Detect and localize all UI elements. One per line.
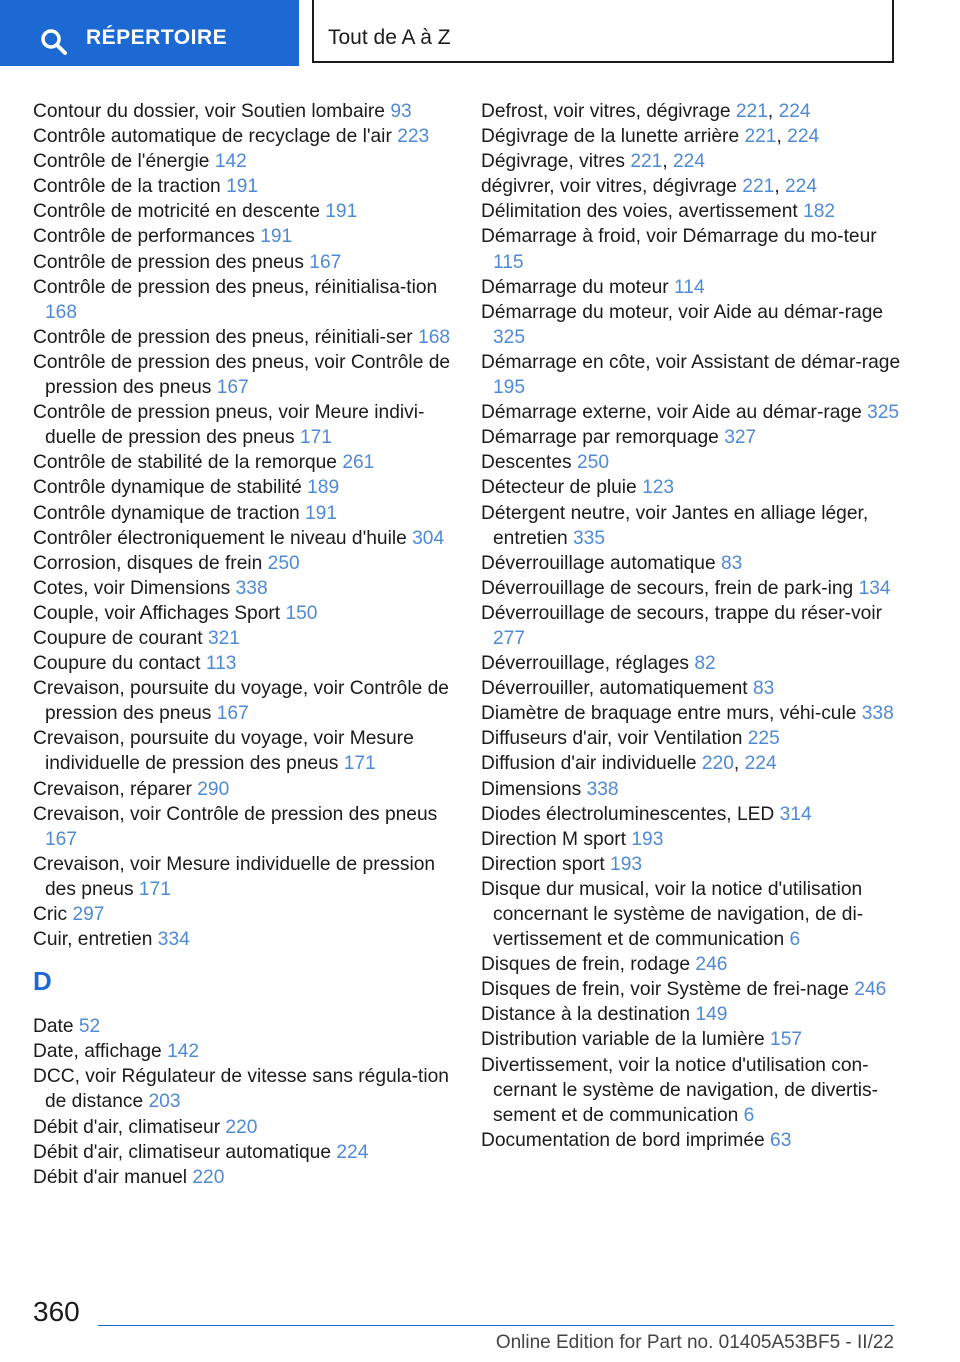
page-separator: , [774,176,780,198]
page-link[interactable]: 221 [735,101,768,122]
page-link[interactable]: 225 [747,728,780,750]
page-link[interactable]: 221 [744,126,777,148]
index-entry [481,425,901,450]
page-link[interactable]: 246 [695,954,728,976]
index-entry [33,1165,463,1190]
index-entry [481,676,901,701]
page-link[interactable]: 314 [779,803,812,825]
page-link[interactable]: 224 [744,753,777,775]
page-link[interactable]: 220 [192,1166,225,1188]
page-link[interactable]: 290 [197,778,230,800]
index-entry [481,601,901,651]
index-entry [481,501,901,551]
index-entry [33,199,463,224]
index-entry [481,651,901,676]
index-list-d [33,1014,463,1190]
index-entry [33,526,463,551]
section-title-box [312,0,894,63]
search-icon [40,28,68,56]
page-link[interactable]: 167 [309,251,342,273]
index-entry [481,726,901,751]
index-entry [33,551,463,576]
page-link[interactable]: 63 [770,1129,792,1151]
index-column-right [481,99,901,1153]
index-entry [33,601,463,626]
page-link[interactable]: 6 [743,1104,755,1126]
page-link[interactable]: 171 [343,753,376,775]
page-link[interactable]: 191 [260,226,293,248]
index-entry [33,124,463,149]
page-link[interactable]: 52 [78,1016,101,1038]
page-link[interactable]: 191 [305,502,338,524]
page-separator: , [662,151,668,173]
page-link[interactable]: 83 [752,678,775,700]
index-entry [481,952,901,977]
index-entry-text: Disque dur musical, voir la notice d'utilisation concernant le système de navigation, de di-vertissement et de communication [481,878,864,951]
index-entry-text: Démarrage par remorquage [481,427,719,449]
page-link[interactable]: 325 [493,326,526,348]
index-entry-text: Dégivrage de la lunette arrière [481,126,740,148]
page-link[interactable]: 334 [157,929,190,951]
index-entry [481,576,901,601]
index-entry-text: Divertissement, voir la notice d'utilisation con-cernant le système de navigation, de divertis-sement et de communication [481,1054,879,1126]
footer-divider [98,1325,894,1326]
index-entry-text: Contrôle de performances [33,226,255,248]
index-entry-text: Dégivrage, vitres [481,151,625,173]
index-entry-text: Coupure de courant [33,627,203,649]
index-entry [481,701,901,726]
index-entry [481,551,901,576]
index-entry [33,1115,463,1140]
index-entry [481,300,901,350]
index-entry [33,576,463,601]
index-entry [33,852,463,902]
index-entry [33,224,463,249]
index-entry [481,751,901,776]
page-number: 360 [33,1296,80,1327]
index-entry-text: Démarrage à froid, voir Démarrage du mo-teur [481,226,877,248]
index-entry [33,501,463,526]
page-link[interactable]: 167 [216,703,249,725]
index-entry-text: Dimensions [481,778,582,800]
page-link[interactable]: 221 [630,151,663,173]
index-entry [481,475,901,500]
page-link[interactable]: 338 [235,577,268,599]
index-entry [33,1039,463,1064]
index-entry [481,149,901,174]
section-letter-d: D [33,966,52,997]
index-entry-text: Contrôle de pression des pneus [33,251,304,273]
index-entry-text: Déverrouillage de secours, trappe du réser-voir [481,602,882,624]
index-entry-text: Démarrage en côte, voir Assistant de démar-rage [481,351,901,373]
index-entry-text: Contrôler électroniquement le niveau d'huile [33,527,407,549]
index-entry [33,400,463,450]
index-entry-text: Contrôle de motricité en descente [33,201,320,223]
page-link[interactable]: 168 [418,326,451,348]
page-link[interactable]: 195 [493,377,526,399]
page-separator: , [733,753,740,775]
index-entry [481,802,901,827]
index-entry [33,1064,463,1114]
page-link[interactable]: 327 [724,427,757,449]
index-entry [33,927,463,952]
page-link[interactable]: 123 [642,477,675,499]
index-entry-text: Déverrouiller, automatiquement [481,678,748,700]
page-link[interactable]: 338 [586,778,619,800]
page-link[interactable]: 261 [342,452,375,474]
index-entry-text: Cric [33,904,68,925]
index-entry-text: Coupure du contact [33,653,201,675]
page-link[interactable]: 191 [325,201,358,223]
index-entry-text: Documentation de bord imprimée [481,1129,765,1151]
index-entry [33,99,463,124]
page-link[interactable]: 168 [45,301,78,323]
index-entry [481,224,901,274]
index-entry [33,250,463,275]
index-entry [481,1128,901,1153]
index-list-c [33,99,463,952]
page-link[interactable]: 193 [631,828,664,850]
page-link[interactable]: 134 [858,577,891,599]
index-entry-text: Couple, voir Affichages Sport [33,602,281,624]
index-search-button[interactable] [0,0,299,66]
page-separator: , [767,101,774,122]
index-entry-text: Délimitation des voies, avertissement [481,201,798,223]
index-entry-text: Cotes, voir Dimensions [33,577,231,599]
page-link[interactable]: 82 [694,653,716,675]
index-entry-text: Diffusion d'air individuelle [481,753,697,775]
page-link[interactable]: 193 [610,853,643,875]
page-link[interactable]: 171 [299,427,332,449]
page-link[interactable]: 149 [695,1004,728,1026]
page-link[interactable]: 203 [148,1091,181,1113]
index-entry-text: Diodes électroluminescentes, LED [481,803,775,825]
index-entry-text: Déverrouillage automatique [481,552,716,574]
page-link[interactable]: 115 [493,251,524,273]
page-link[interactable]: 93 [390,101,412,122]
page-link[interactable]: 250 [577,452,610,474]
page-link[interactable]: 221 [742,176,775,198]
index-entry [33,676,463,726]
header-bar [0,0,960,66]
index-entry [33,777,463,802]
index-entry-text: Débit d'air, climatiseur [33,1116,221,1138]
index-entry [481,1002,901,1027]
index-entry [33,350,463,400]
index-entry-text: Defrost, voir vitres, dégivrage [481,101,731,122]
page-link[interactable]: 338 [861,703,894,725]
page-separator: , [776,126,782,148]
index-entry [33,1140,463,1165]
page-link[interactable]: 167 [45,828,78,850]
index-entry [481,1053,901,1128]
page-link[interactable]: 325 [867,402,900,424]
index-entry-text: Déverrouillage, réglages [481,653,689,675]
index-entry-text: dégivrer, voir vitres, dégivrage [481,176,737,198]
page-link[interactable]: 191 [226,176,259,198]
index-entry [33,174,463,199]
index-entry-text: Diamètre de braquage entre murs, véhi-cule [481,703,857,725]
index-entry-text: Démarrage externe, voir Aide au démar-rage [481,402,862,424]
page-link[interactable]: 223 [397,126,430,148]
index-entry-text: Contrôle automatique de recyclage de l'air [33,126,392,148]
page-link[interactable]: 150 [285,602,318,624]
index-entry-text: Diffuseurs d'air, voir Ventilation [481,728,743,750]
index-entry [33,626,463,651]
page-link[interactable]: 83 [721,552,743,574]
page-link[interactable]: 277 [493,627,526,649]
index-entry [481,350,901,400]
page-link[interactable]: 250 [267,552,300,574]
index-entry [481,124,901,149]
index-entry [33,325,463,350]
index-entry-text: Détecteur de pluie [481,477,637,499]
index-entry-text: Crevaison, voir Mesure individuelle de pression des pneus [33,853,436,900]
index-entry [33,802,463,852]
page-link[interactable]: 246 [854,979,887,1001]
index-entry-text: DCC, voir Régulateur de vitesse sans régula-tion de distance [33,1066,449,1113]
index-entry-text: Disques de frein, voir Système de frei-nage [481,979,849,1001]
page-link[interactable]: 224 [787,126,820,148]
index-entry-text: Débit d'air, climatiseur automatique [33,1141,332,1163]
index-entry-text: Contrôle de pression des pneus, réinitiali-ser [33,326,413,348]
index-entry-text: Date, affichage [33,1041,162,1063]
index-entry-text: Déverrouillage de secours, frein de park-ing [481,577,854,599]
index-entry [33,1014,463,1039]
page-link[interactable]: 182 [803,201,836,223]
page-link[interactable]: 6 [789,929,801,951]
index-entry-text: Crevaison, voir Contrôle de pression des pneus [33,803,438,825]
index-entry [481,275,901,300]
page-link[interactable]: 220 [701,753,734,775]
index-entry-text: Contrôle de pression des pneus, réinitialisa-tion [33,276,438,298]
index-entry-text: Contrôle dynamique de stabilité [33,477,302,499]
footer-edition-text: Online Edition for Part no. 01405A53BF5 - II/22 [495,1332,894,1353]
page-link[interactable]: 142 [214,151,247,173]
index-entry [481,877,901,952]
index-entry [33,149,463,174]
index-entry-text: Distance à la destination [481,1004,691,1026]
index-entry [33,275,463,325]
page-link[interactable]: 167 [216,377,249,399]
index-list-d-continued [481,99,901,1153]
index-entry-text: Contrôle de pression pneus, voir Meure indivi-duelle de pression des pneus [33,402,425,449]
index-entry-text: Contrôle de la traction [33,176,221,198]
page-link[interactable]: 224 [673,151,706,173]
index-entry [33,726,463,776]
page-link[interactable]: 321 [207,627,240,649]
index-entry [33,902,463,927]
index-entry-text: Contrôle dynamique de traction [33,502,300,524]
index-entry-text: Contrôle de l'énergie [33,151,210,173]
index-entry-text: Disques de frein, rodage [481,954,691,976]
page-link[interactable]: 304 [412,527,445,549]
index-entry [481,99,901,124]
index-tab-label: RÉPERTOIRE [86,26,228,49]
page-link[interactable]: 224 [778,101,811,122]
page-link[interactable]: 189 [307,477,340,499]
page-link[interactable]: 224 [336,1141,369,1163]
index-entry-text: Descentes [481,452,572,474]
index-entry-text: Crevaison, poursuite du voyage, voir Mesure individuelle de pression des pneus [33,728,414,775]
index-entry [481,827,901,852]
page-link[interactable]: 142 [167,1041,200,1063]
page-link[interactable]: 114 [674,276,705,298]
index-entry-text: Contrôle de stabilité de la remorque [33,452,337,474]
index-entry [481,400,901,425]
index-entry [481,852,901,877]
index-entry-text: Cuir, entretien [33,929,153,951]
page-link[interactable]: 224 [785,176,818,198]
index-entry-text: Démarrage du moteur [481,276,669,298]
page-link[interactable]: 157 [770,1029,803,1051]
index-entry [33,450,463,475]
index-entry-text: Direction sport [481,853,605,875]
index-entry-text: Crevaison, poursuite du voyage, voir Contrôle de pression des pneus [33,678,449,725]
index-entry-text: Détergent neutre, voir Jantes en alliage léger, entretien [481,502,869,549]
index-entry-text: Crevaison, réparer [33,778,192,800]
page-link[interactable]: 220 [225,1116,258,1138]
index-entry [33,475,463,500]
index-entry-text: Corrosion, disques de frein [33,552,263,574]
index-entry-text: Démarrage du moteur, voir Aide au démar-rage [481,301,884,323]
index-entry-text: Distribution variable de la lumière [481,1029,765,1051]
index-entry-text: Contrôle de pression des pneus, voir Contrôle de pression des pneus [33,351,451,399]
index-entry [481,1027,901,1052]
index-entry-text: Direction M sport [481,828,627,850]
page-link[interactable]: 113 [205,653,237,675]
index-entry [481,174,901,199]
index-entry-text: Débit d'air manuel [33,1166,188,1188]
index-entry [33,651,463,676]
index-column-left [33,99,463,1190]
index-entry-text: Date [33,1016,74,1038]
section-title: Tout de A à Z [328,26,451,49]
index-entry [481,977,901,1002]
page-link[interactable]: 297 [72,904,105,925]
index-entry [481,777,901,802]
index-entry [481,450,901,475]
page-link[interactable]: 335 [573,527,606,549]
index-entry-text: Contour du dossier, voir Soutien lombaire [33,101,385,122]
page-link[interactable]: 171 [138,878,171,900]
index-entry [481,199,901,224]
